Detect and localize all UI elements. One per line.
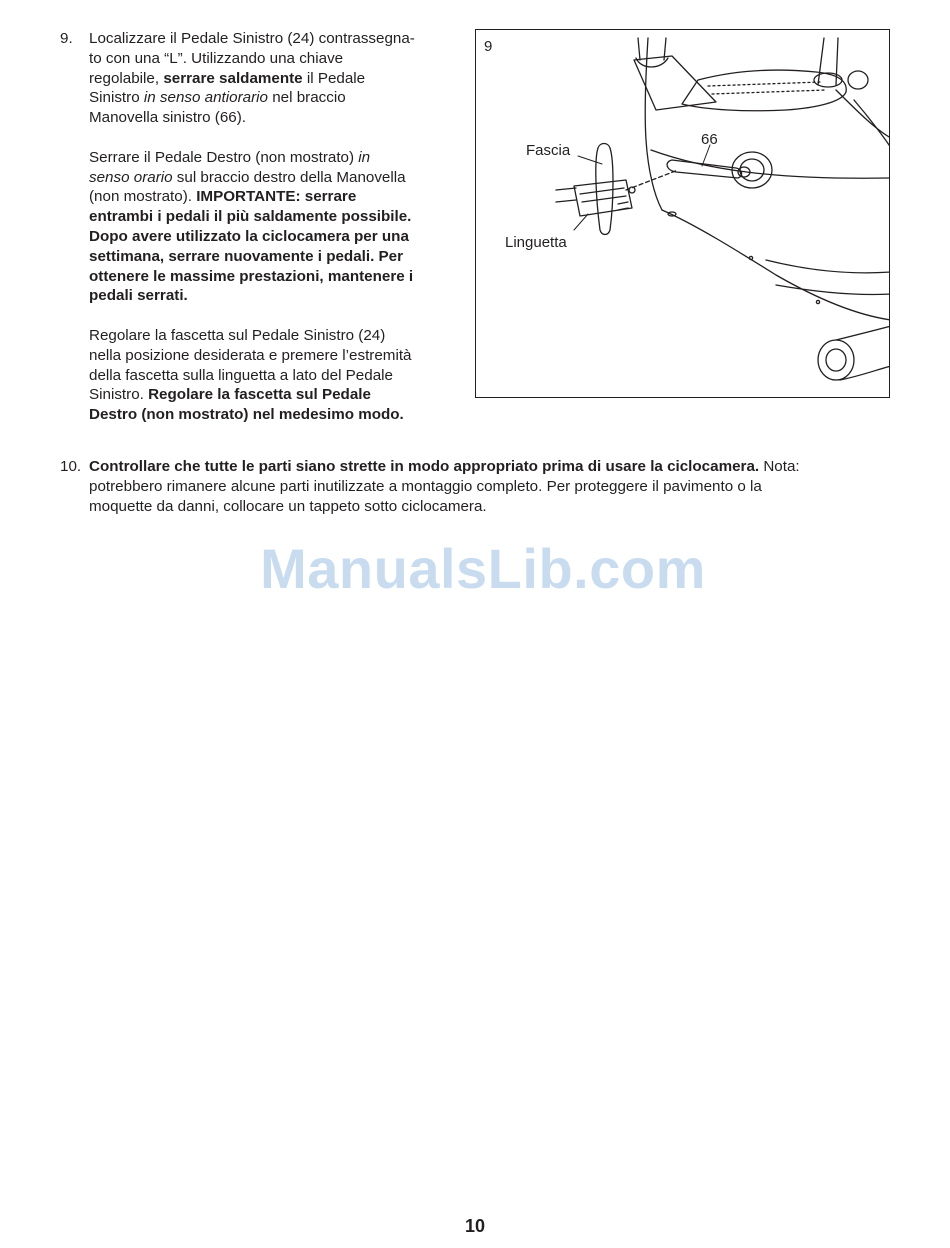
paragraph-tighten-right-pedal: Serrare il Pedale Destro (non mostrato) in senso orario sul braccio destro della Manovella (non mostrato). IMPORTANTE: serrare entrambi i pedali il più saldamente possibile. Dopo avere utilizzato la ciclocamera per una settimana, serrare nuovamente i pedali. Per ottenere le massime prestazioni, mantenere i pedali serrati. (89, 148, 414, 305)
label-linguetta: Linguetta (505, 234, 567, 251)
label-fascia: Fascia (526, 142, 571, 159)
adjust-knob (848, 71, 868, 89)
frame-contour-3 (776, 285, 890, 295)
leveler-wheel-inner (826, 349, 846, 371)
leader-part-66 (702, 145, 710, 166)
frame-contour-2 (766, 260, 890, 273)
rear-tube-2 (836, 90, 890, 138)
pedal-spindle (629, 187, 635, 193)
step-body (89, 29, 469, 425)
step-number: 9. (60, 30, 73, 47)
pedal-body (574, 180, 632, 216)
crank-arm (667, 160, 742, 178)
frame-screw-2 (816, 300, 819, 303)
pedal-tread-2 (582, 196, 626, 202)
pedal-assembly-illustration (476, 30, 890, 398)
seat-texture (708, 82, 821, 86)
frame-lower-edge (662, 210, 890, 320)
leveler-stem-2 (840, 366, 890, 380)
step-9 (60, 29, 460, 429)
frame-screw (749, 256, 752, 259)
pedal-strap (596, 144, 613, 235)
step-10 (60, 457, 890, 527)
label-part-66: 66 (701, 131, 718, 148)
assembly-figure (475, 29, 890, 398)
paragraph-tighten-left-pedal: Localizzare il Pedale Sinistro (24) contrassegna- to con una “L”. Utilizzando una chiave regolabile, serrare saldamente il Pedale Sinistro in senso antiorario nel braccio Manovella sinistro (66). (89, 30, 415, 127)
leveler-wheel (818, 340, 854, 380)
leader-fascia (578, 156, 602, 164)
figure-number: 9 (484, 38, 493, 55)
pedal-tread (580, 188, 624, 194)
leveler-stem (836, 326, 890, 340)
post-line (638, 38, 640, 60)
step-number: 10. (60, 458, 82, 475)
seat-texture-2 (712, 90, 826, 94)
pedal-spindle-lines (556, 188, 576, 202)
crank-hub-inner (740, 159, 764, 181)
page-number: 10 (464, 1216, 486, 1236)
watermark: ManualsLib.com (260, 537, 706, 600)
pedal-tread-3 (618, 202, 628, 210)
step-body: Controllare che tutte le parti siano strette in modo appropriato prima di usare la ciclocamera. Nota: potrebbero rimanere alcune parti inutilizzate a montaggio completo. Per proteggere il pavimento o la moquette da danni, collocare un tappeto sotto ciclocamera. (89, 458, 800, 515)
seatpost-left (818, 38, 824, 85)
paragraph-adjust-strap: Regolare la fascetta sul Pedale Sinistro (24) nella posizione desiderata e premere l’estremità della fascetta sulla linguetta a lato del Pedale Sinistro. Regolare la fascetta sul Pedale Destro (non mostrato) nel medesimo modo. (89, 326, 412, 424)
frame-front-edge (645, 38, 662, 210)
